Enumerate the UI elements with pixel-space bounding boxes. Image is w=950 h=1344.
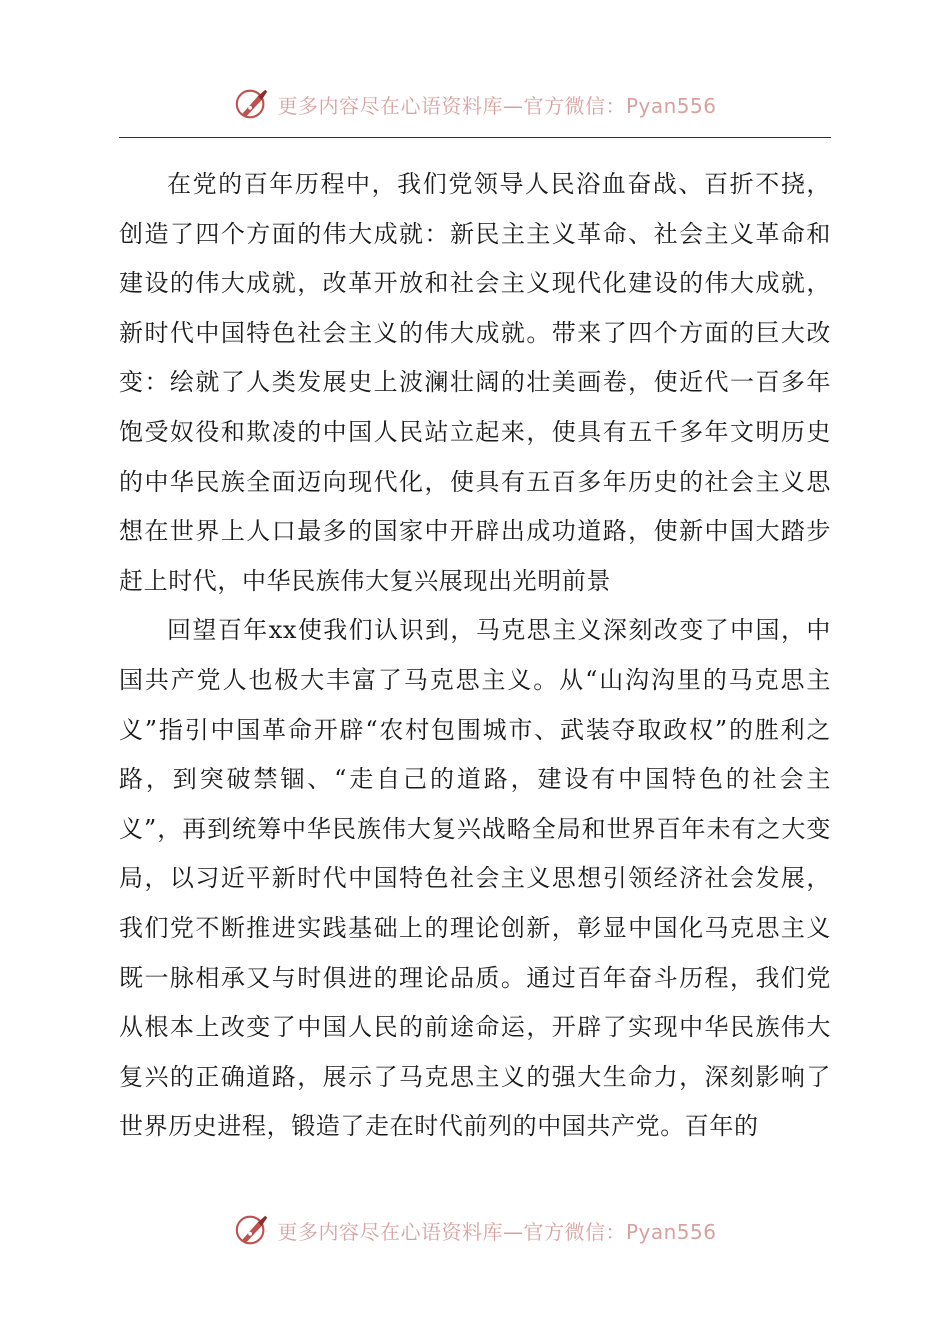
paragraph-1: 在党的百年历程中，我们党领导人民浴血奋战、百折不挠，创造了四个方面的伟大成就：新民主主义革命、社会主义革命和建设的伟大成就，改革开放和社会主义现代化建设的伟大成就，新时代中国特色社会主义的伟大成就。带来了四个方面的巨大改变：绘就了人类发展史上波澜壮阔的壮美画卷，使近代一百多年饱受奴役和欺凌的中国人民站立起来，使具有五千多年文明历史的中华民族全面迈向现代化，使具有五百多年历史的社会主义思想在世界上人口最多的国家中开辟出成功道路，使新中国大踏步赶上时代，中华民族伟大复兴展现出光明前景 bbox=[119, 170, 831, 595]
pen-nib-logo-icon bbox=[233, 1211, 271, 1249]
footer-banner-text: 更多内容尽在心语资料库—官方微信：Pyan556 bbox=[277, 1219, 717, 1244]
paragraph-2: 回望百年xx使我们认识到，马克思主义深刻改变了中国，中国共产党人也极大丰富了马克思主义。从“山沟沟里的马克思主义”指引中国革命开辟“农村包围城市、武装夺取政权”的胜利之路，到突破禁锢、“走自己的道路，建设有中国特色的社会主义”，再到统筹中华民族伟大复兴战略全局和世界百年未有之大变局，以习近平新时代中国特色社会主义思想引领经济社会发展，我们党不断推进实践基础上的理论创新，彰显中国化马克思主义既一脉相承又与时俱进的理论品质。通过百年奋斗历程，我们党从根本上改变了中国人民的前途命运，开辟了实现中华民族伟大复兴的正确道路，展示了马克思主义的强大生命力，深刻影响了世界历史进程，锻造了走在时代前列的中国共产党。百年的 bbox=[119, 616, 831, 1141]
header-divider bbox=[119, 137, 831, 138]
footer-banner bbox=[0, 1210, 950, 1250]
header-banner-text: 更多内容尽在心语资料库—官方微信：Pyan556 bbox=[277, 93, 717, 118]
pen-nib-logo-icon bbox=[233, 85, 271, 123]
header-banner bbox=[0, 84, 950, 124]
document-body bbox=[119, 160, 831, 1152]
